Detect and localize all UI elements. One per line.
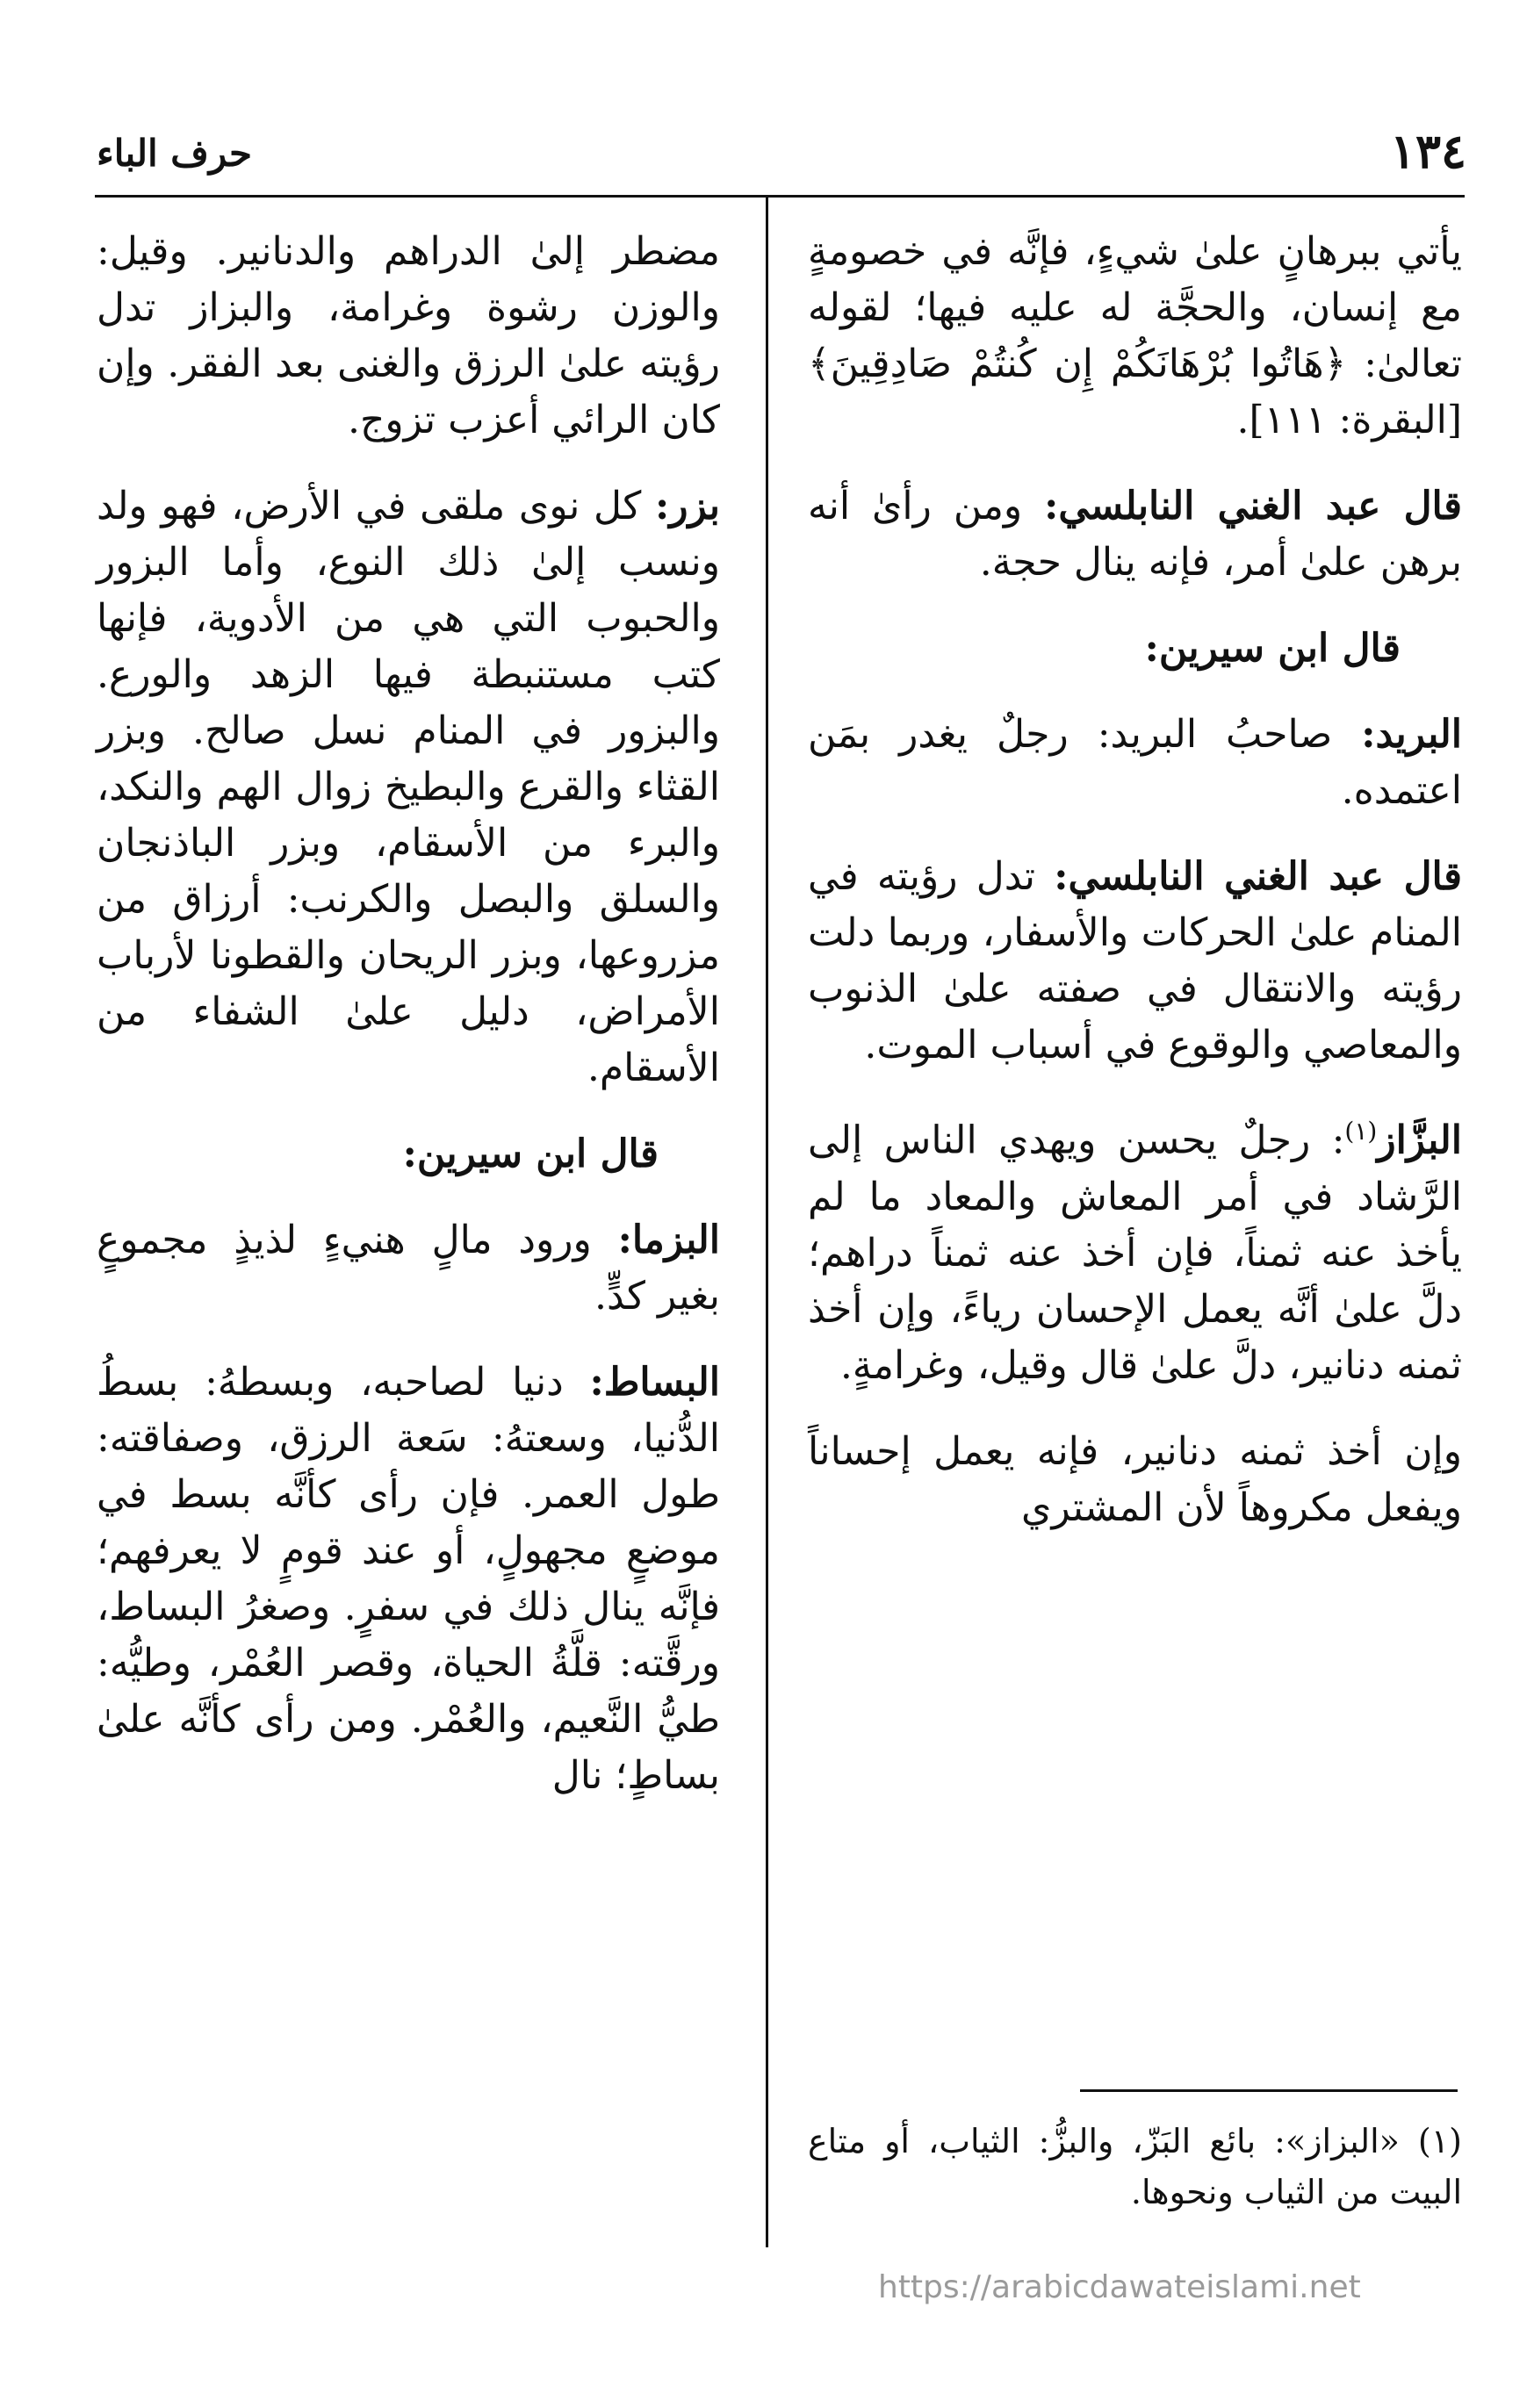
right-column — [808, 224, 1462, 1536]
page-number: ١٣٤ — [1389, 123, 1466, 179]
entry-text: كل نوى ملقى في الأرض، فهو ولد ونسب إلىٰ ذلك النوع، وأما البزور والحبوب التي هي من الأدوية، فإنها كتب مستنبطة فيها الزهد والورع. والبزور في المنام نسل صالح. وبزر القثاء والقرع والبطيخ زوال الهم والنكد، والبرء من الأسقام، وبزر الباذنجان والسلق والبصل والكرنب: أرزاق من مزروعها، وبزر الريحان والقطونا لأرباب الأمراض، دليل علىٰ الشفاء من الأسقام. — [97, 484, 720, 1090]
footnote-marker: (١) — [1344, 1117, 1378, 1146]
watermark-url: https://arabicdawateislami.net — [878, 2269, 1361, 2305]
section-heading: قال ابن سيرين: — [402, 1132, 659, 1176]
entry-head: قال عبد الغني النابلسي: — [1044, 484, 1462, 528]
entry-text: ومن رأىٰ أنه برهن علىٰ أمر، فإنه ينال حجة. — [808, 484, 1462, 585]
running-head: حرف الباء — [97, 132, 252, 175]
entry-text: دنيا لصاحبه، وبسطهُ: بسطُ الدُّنيا، وسعتهُ: سَعة الرزق، وصفاقته: طول العمر. فإن رأى كأنَّه بسط في موضعٍ مجهولٍ، أو عند قومٍ لا يعرفهم؛ فإنَّه ينال ذلك في سفرٍ. وصغرُ البساط، ورقَّته: قلَّةُ الحياة، وقصر العُمْر، وطيُّه: طيُّ النَّعيم، والعُمْر. ومن رأى كأنَّه علىٰ بساطٍ؛ نال — [97, 1360, 720, 1798]
footnote: (١) «البزاز»: بائع البَزّ، والبزُّ: الثياب، أو متاع البيت من الثياب ونحوها. — [808, 2122, 1462, 2211]
entry — [808, 478, 1462, 591]
entry-head: البزما: — [617, 1218, 720, 1262]
column-divider — [766, 198, 768, 2247]
entry-text: تدل رؤيته في المنام علىٰ الحركات والأسفار، وربما دلت رؤيته والانتقال في صفته علىٰ الذنوب والمعاصي والوقوع في أسباب الموت. — [808, 854, 1462, 1067]
entry — [808, 1103, 1462, 1394]
paragraph: مضطر إلىٰ الدراهم والدنانير. وقيل: والوزن رشوة وغرامة، والبزاز تدل رؤيته علىٰ الرزق والغنى بعد الفقر. وإن كان الرائي أعزب تزوج. — [97, 229, 720, 442]
left-column — [97, 224, 720, 1804]
header-rule — [95, 195, 1465, 198]
entry — [97, 478, 720, 1096]
entry-text: ورود مالٍ هنيءٍ لذيذٍ مجموعٍ بغير كدٍّ. — [97, 1218, 720, 1319]
entry-head: بزر: — [654, 484, 720, 528]
footnote-rule — [1080, 2089, 1458, 2092]
entry-head: البساط: — [589, 1360, 720, 1405]
entry-head: البريد: — [1361, 712, 1462, 757]
entry-head: قال عبد الغني النابلسي: — [1054, 854, 1462, 899]
entry-text: : رجلٌ يحسن ويهدي الناس إلى الرَّشاد في أمر المعاش والمعاد ما لم يأخذ عنه ثمناً، فإن أخذ عنه ثمناً دراهم؛ دلَّ علىٰ أنَّه يعمل الإحسان رياءً، وإن أخذ ثمنه دنانير، دلَّ علىٰ قال وقيل، وغرامةٍ. — [808, 1118, 1462, 1388]
entry — [808, 707, 1462, 819]
entry-head: البزَّاز — [1377, 1118, 1462, 1163]
section-heading: قال ابن سيرين: — [1144, 626, 1401, 671]
entry — [808, 849, 1462, 1074]
paragraph: وإن أخذ ثمنه دنانير، فإنه يعمل إحساناً ويفعل مكروهاً لأن المشتري — [808, 1428, 1462, 1530]
entry — [97, 1212, 720, 1325]
paragraph: يأتي ببرهانٍ علىٰ شيءٍ، فإنَّه في خصومةٍ مع إنسان، والحجَّة له عليه فيها؛ لقوله تعالىٰ: ﴿هَاتُوا بُرْهَانَكُمْ إِن كُنتُمْ صَادِقِينَ﴾ [البقرة: ١١١]. — [808, 229, 1462, 442]
entry-text: صاحبُ البريد: رجلٌ يغدر بمَن اعتمده. — [808, 712, 1462, 813]
entry — [97, 1355, 720, 1804]
